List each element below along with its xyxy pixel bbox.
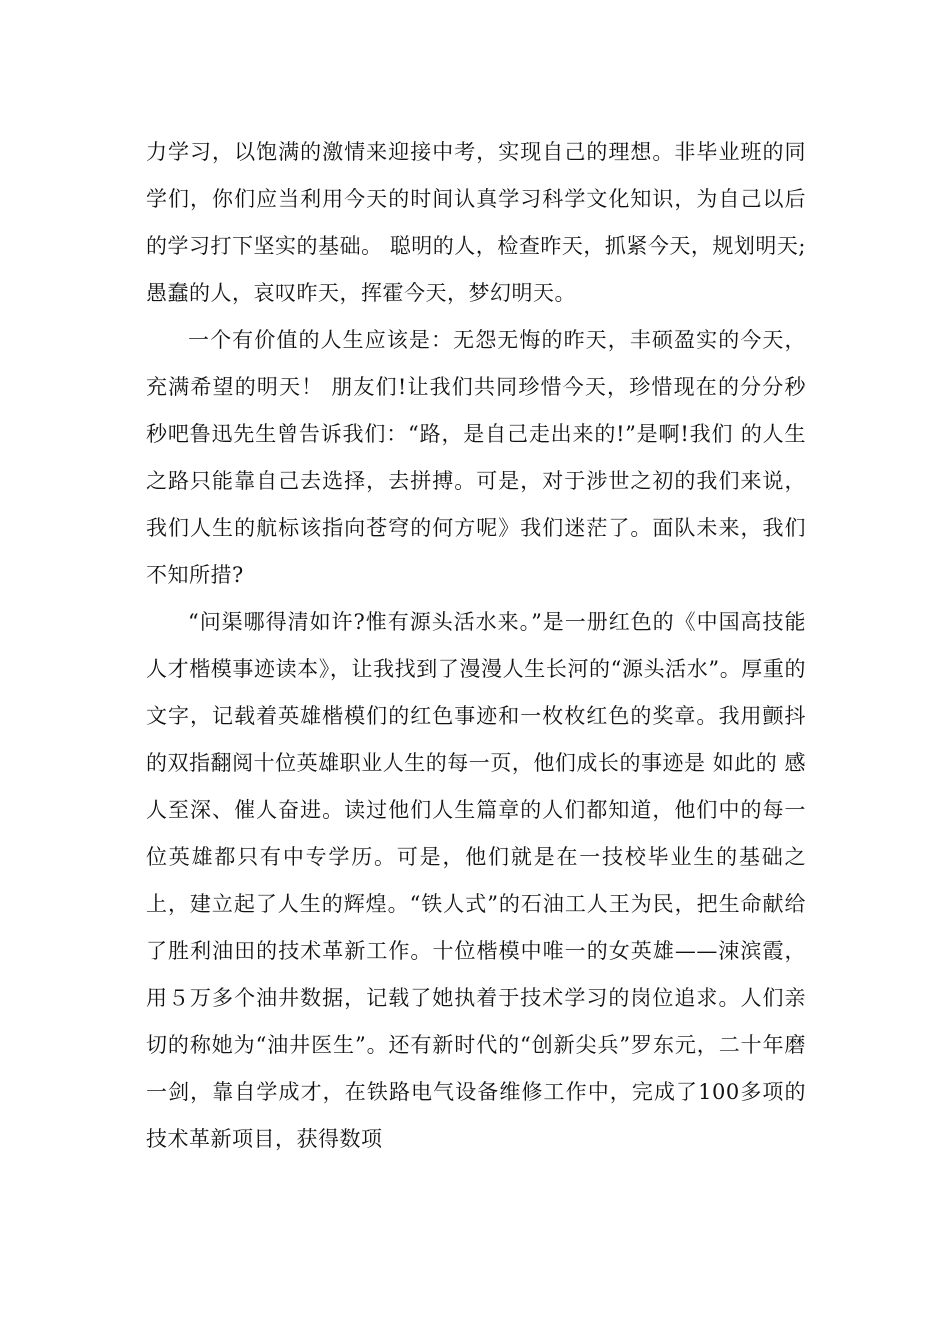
paragraph-2: 一个有价值的人生应该是：无怨无悔的昨天，丰硕盈实的今天，充满希望的明天！ 朋友们!让我们共同珍惜今天，珍惜现在的分分秒秒吧鲁迅先生曾告诉我们：“路，是自己走出来的!”是啊!我们 的人生之路只能靠自己去选择，去拼搏。可是，对于涉世之初的我们来说，我们人生的航标该指向苍穹的何方呢》我们迷茫了。面队未来，我们不知所措? xyxy=(146,328,806,587)
paragraph-1: 力学习，以饱满的激情来迎接中考，实现自己的理想。非毕业班的同学们，你们应当利用今天的时间认真学习科学文化知识，为自己以后的学习打下坚实的基础。 聪明的人，检查昨天，抓紧今天，规划明天;愚蠢的人，哀叹昨天，挥霍今天，梦幻明天。 xyxy=(146,140,806,305)
body-text xyxy=(146,129,806,1163)
paragraph-3: “问渠哪得清如许?惟有源头活水来。”是一册红色的《中国高技能人才楷模事迹读本》，让我找到了漫漫人生长河的“源头活水”。厚重的文字，记载着英雄楷模们的红色事迹和一枚枚红色的奖章。我用颤抖的双指翻阅十位英雄职业人生的每一页，他们成长的事迹是 如此的 感人至深、催人奋进。读过他们人生篇章的人们都知道，他们中的每一位英雄都只有中专学历。可是，他们就是在一技校毕业生的基础之上，建立起了人生的辉煌。“铁人式”的石油工人王为民，把生命献给了胜利油田的技术革新工作。十位楷模中唯一的女英雄——涑滨霞，用５万多个油井数据，记载了她执着于技术学习的岗位追求。人们亲切的称她为“油井医生”。还有新时代的“创新尖兵”罗东元，二十年磨一剑，靠自学成才，在铁路电气设备维修工作中，完成了100多项的技术革新项目，获得数项 xyxy=(146,610,806,1151)
